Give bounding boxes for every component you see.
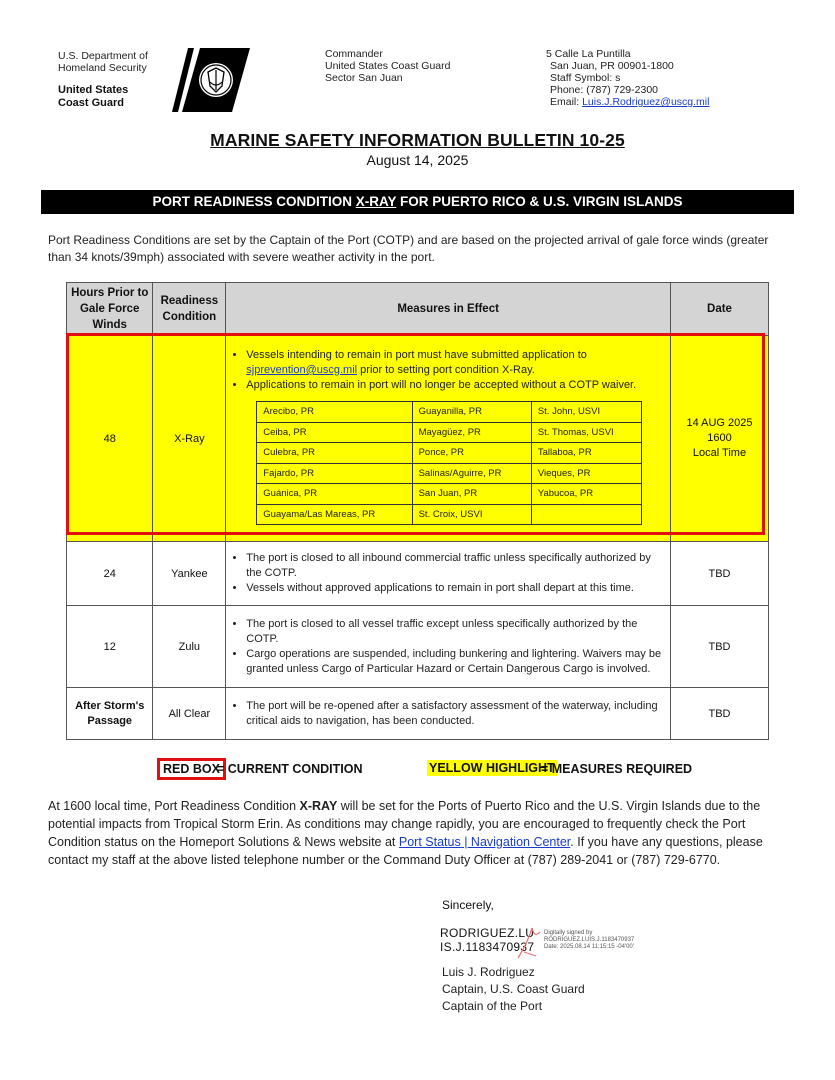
- bullet-text: prior to setting port condition X-Ray.: [357, 364, 535, 376]
- port-cell: St. Thomas, USVI: [531, 422, 641, 443]
- current-condition-red-box: [66, 333, 765, 535]
- legend-red-text: = CURRENT CONDITION: [217, 762, 363, 776]
- col-condition: Readiness Condition: [153, 283, 226, 336]
- port-cell: Yabucoa, PR: [531, 484, 641, 505]
- port-cell: Mayagüez, PR: [412, 422, 531, 443]
- signer-name: Luis J. Rodriguez: [442, 965, 535, 979]
- xray-date-line: Local Time: [692, 447, 747, 459]
- port-cell: Vieques, PR: [531, 463, 641, 484]
- uscg-logo-icon: [158, 48, 250, 112]
- list-item: • Vessels without approved applications to remain in port shall depart at this time.: [246, 581, 664, 596]
- allclear-condition: All Clear: [153, 688, 226, 740]
- port-cell: St. John, USVI: [531, 402, 641, 423]
- table-row-allclear: [67, 688, 769, 740]
- port-status-link[interactable]: Port Status | Navigation Center: [398, 835, 571, 849]
- allclear-date: TBD: [670, 688, 768, 740]
- intro-paragraph: Port Readiness Conditions are set by the Captain of the Port (COTP) and are based on the projected arrival of gale force winds (greater than 34 knots/39mph) associated with severe weather activity in the port.: [48, 233, 769, 264]
- signer-title: Captain, U.S. Coast Guard: [442, 982, 585, 996]
- allclear-measures: [226, 688, 671, 740]
- body-text-3: . If you have any questions, please contact my staff at the above listed telephone number or the Command Duty Officer at (787) 289-2041 or (787) 729-6770.: [48, 835, 763, 867]
- allclear-hours: After Storm's Passage: [67, 688, 153, 740]
- port-cell: Guayanilla, PR: [412, 402, 531, 423]
- body-text-2: will be set for the Ports of Puerto Rico and the U.S. Virgin Islands due to the potential impacts from Tropical Storm Erin. As conditions may change rapidly, you are encouraged to frequently check the Port Condition status on the Homeport Solutions & News website at: [48, 799, 761, 849]
- digital-signature-line: Digitally signed by: [544, 930, 593, 936]
- xray-date-line: 14 AUG 2025: [686, 417, 753, 429]
- list-item: • The port is closed to all inbound commercial traffic unless specifically authorized by the COTP.: [246, 551, 664, 581]
- zulu-measures: [226, 606, 671, 688]
- signer-id-line: RODRIGUEZ.LU: [440, 926, 535, 940]
- signature-block: [442, 964, 585, 1015]
- commander-line: Commander: [325, 48, 383, 60]
- banner-condition: X-RAY: [355, 194, 397, 209]
- table-row-zulu: [67, 606, 769, 688]
- list-item: • Cargo operations are suspended, including bunkering and lightering. Waivers may be granted unless Cargo of Particular Hazard or Certain Dangerous Cargo is involved.: [246, 647, 664, 677]
- port-cell: Culebra, PR: [257, 443, 412, 464]
- closing: Sincerely,: [442, 898, 494, 912]
- signer-title: Captain of the Port: [442, 999, 543, 1013]
- agency-name: [58, 84, 128, 110]
- xray-date-line: 1600: [707, 432, 732, 444]
- email-label: Email:: [550, 96, 583, 108]
- signer-id-line: IS.J.1183470937: [440, 940, 535, 954]
- xray-condition: X-Ray: [153, 336, 226, 542]
- address-line: Staff Symbol: s: [550, 72, 621, 84]
- prevention-email-link[interactable]: sjprevention@uscg.mil: [246, 364, 358, 376]
- port-cell: St. Croix, USVI: [412, 504, 531, 525]
- zulu-hours: 12: [67, 606, 153, 688]
- body-condition-bold: X-RAY: [299, 799, 338, 813]
- table-header-row: [67, 283, 769, 336]
- port-cell: Arecibo, PR: [257, 402, 412, 423]
- yankee-hours: 24: [67, 542, 153, 606]
- port-cell: Guayama/Las Mareas, PR: [257, 504, 412, 525]
- address-line: Phone: (787) 729-2300: [550, 84, 658, 96]
- department-name: U.S. Department of Homeland Security: [58, 50, 148, 74]
- port-cell: Salinas/Aguirre, PR: [412, 463, 531, 484]
- legend-yellow-highlight: YELLOW HIGHLIGHT: [429, 761, 555, 775]
- port-cell: Fajardo, PR: [257, 463, 412, 484]
- agency-line1: United States: [58, 84, 129, 96]
- agency-line2: Coast Guard: [58, 97, 125, 109]
- address-line: San Juan, PR 00901-1800: [550, 60, 674, 72]
- body-text-1: At 1600 local time, Port Readiness Condition: [48, 799, 300, 813]
- address-line: 5 Calle La Puntilla: [546, 48, 631, 60]
- list-item: • The port will be re-opened after a satisfactory assessment of the waterway, including critical aids to navigation, has been conducted.: [246, 699, 664, 729]
- digital-signature-line: RODRIGUEZ.LUIS.J.1183470937: [544, 937, 635, 943]
- banner-prefix: PORT READINESS CONDITION: [152, 194, 356, 209]
- bulletin-date: August 14, 2025: [366, 152, 469, 168]
- digital-signature-note: [544, 930, 644, 951]
- bulletin-title: MARINE SAFETY INFORMATION BULLETIN 10-25: [210, 130, 625, 150]
- yankee-measures: [226, 542, 671, 606]
- port-cell: Ceiba, PR: [257, 422, 412, 443]
- commander-line: Sector San Juan: [325, 72, 403, 84]
- legend-yellow-text: = MEASURES REQUIRED: [541, 762, 693, 776]
- address-block: [546, 48, 766, 108]
- zulu-date: TBD: [670, 606, 768, 688]
- yankee-condition: Yankee: [153, 542, 226, 606]
- bullet-text: Vessels intending to remain in port must have submitted application to: [246, 349, 587, 361]
- port-cell: Guánica, PR: [257, 484, 412, 505]
- list-item: • The port is closed to all vessel traffic except unless specifically authorized by the COTP.: [246, 617, 664, 647]
- commander-line: United States Coast Guard: [325, 60, 451, 72]
- col-date: Date: [670, 283, 768, 336]
- list-item: • Applications to remain in port will no longer be accepted without a COTP waiver.: [246, 378, 664, 393]
- port-cell: Ponce, PR: [412, 443, 531, 464]
- port-cell: Tallaboa, PR: [531, 443, 641, 464]
- condition-banner: [41, 190, 794, 214]
- body-paragraph: [48, 797, 786, 869]
- xray-hours: 48: [67, 336, 153, 542]
- col-hours: Hours Prior to Gale Force Winds: [67, 283, 153, 336]
- digital-signature-line: Date: 2025.08.14 11:15:15 -04'00': [544, 944, 634, 950]
- banner-suffix: FOR PUERTO RICO & U.S. VIRGIN ISLANDS: [396, 194, 683, 209]
- yankee-date: TBD: [670, 542, 768, 606]
- email-line: [546, 96, 766, 108]
- email-link[interactable]: Luis.J.Rodriguez@uscg.mil: [582, 96, 710, 108]
- col-measures: Measures in Effect: [226, 283, 671, 336]
- legend-red-box: RED BOX: [157, 758, 226, 780]
- port-cell: San Juan, PR: [412, 484, 531, 505]
- zulu-condition: Zulu: [153, 606, 226, 688]
- commander-block: [325, 48, 495, 84]
- table-row-yankee: [67, 542, 769, 606]
